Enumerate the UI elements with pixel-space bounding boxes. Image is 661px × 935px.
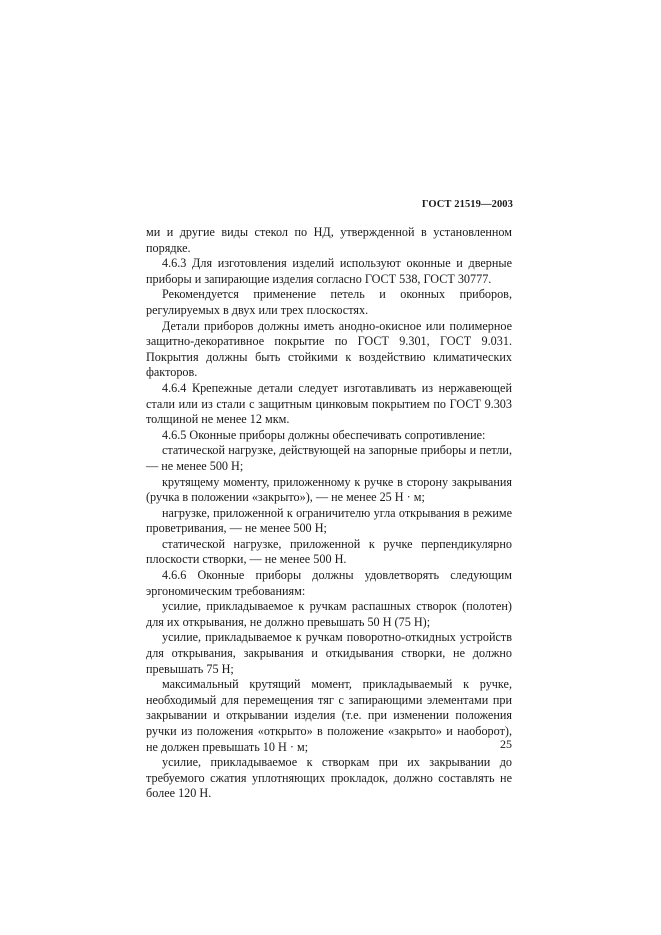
list-item-static-load: статической нагрузке, действующей на запорные приборы и петли, — не менее 500 Н; — [146, 443, 512, 473]
paragraph-4-6-3: 4.6.3 Для изготовления изделий используют оконные и дверные приборы и запирающие изделия согласно ГОСТ 538, ГОСТ 30777. — [146, 256, 512, 286]
document-body — [146, 225, 512, 802]
paragraph-4-6-6: 4.6.6 Оконные приборы должны удовлетворять следующим эргономическим требованиям: — [146, 568, 512, 598]
list-item-swing-sash-force: усилие, прикладываемое к ручкам распашных створок (полотен) для их открывания, не должно превышать 50 Н (75 Н); — [146, 599, 512, 629]
page-number: 25 — [500, 737, 512, 751]
list-item-max-torque: максимальный крутящий момент, прикладываемый к ручке, необходимый для перемещения тяг с запирающими элементами при закрывании и открывании изделия (т.е. при изменении положения ручки из положения «открыто» в положение «закрыто» и наоборот), не должен превышать 10 Н · м; — [146, 677, 512, 754]
list-item-tilt-turn-force: усилие, прикладываемое к ручкам поворотно-откидных устройств для открывания, закрывания и откидывания створки, не должно превышать 75 Н; — [146, 630, 512, 676]
paragraph-4-6-4: 4.6.4 Крепежные детали следует изготавливать из нержавеющей стали или из стали с защитным цинковым покрытием по ГОСТ 9.303 толщиной не менее 12 мкм. — [146, 380, 512, 427]
paragraph-hinges-recommendation: Рекомендуется применение петель и оконных приборов, регулируемых в двух или трех плоскостях. — [146, 287, 512, 317]
list-item-torque: крутящему моменту, приложенному к ручке в сторону закрывания (ручка в положении «закрыто»), — не менее 25 Н · м; — [146, 474, 512, 505]
paragraph-coating: Детали приборов должны иметь анодно-окисное или полимерное защитно-декоративное покрытие по ГОСТ 9.301, ГОСТ 9.031. Покрытия должны быть стойкими к воздействию климатических факторов. — [146, 318, 512, 380]
list-item-handle-load: статической нагрузке, приложенной к ручке перпендикулярно плоскости створки, — не менее 500 Н. — [146, 536, 512, 567]
standard-code-header: ГОСТ 21519—2003 — [421, 199, 513, 210]
list-item-closing-force: усилие, прикладываемое к створкам при их закрывании до требуемого сжатия уплотняющих прокладок, должно составлять не более 120 Н. — [146, 755, 512, 801]
list-item-limiter-load: нагрузке, приложенной к ограничителю угла открывания в режиме проветривания, — не менее 500 Н; — [146, 505, 512, 536]
paragraph-4-6-5: 4.6.5 Оконные приборы должны обеспечивать сопротивление: — [162, 427, 486, 442]
paragraph-continuation: ми и другие виды стекол по НД, утвержденной в установленном порядке. — [146, 225, 512, 255]
